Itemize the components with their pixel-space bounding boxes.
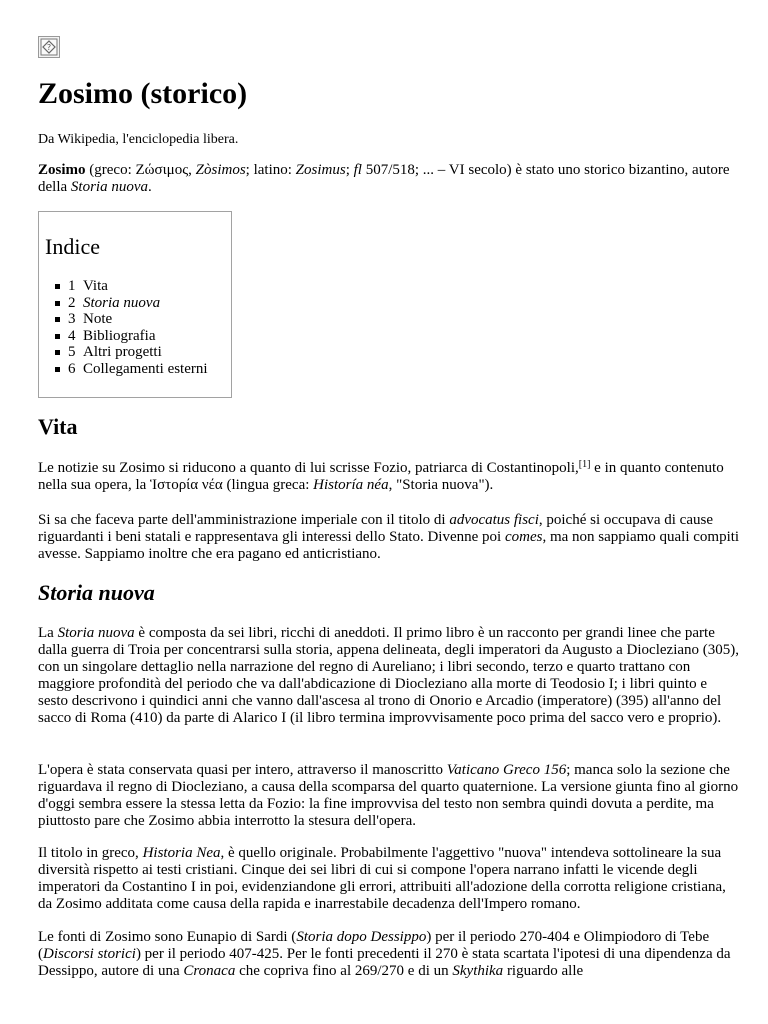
site-tagline: Da Wikipedia, l'enciclopedia libera.	[38, 132, 239, 147]
toc-item-vita[interactable]: 1 Vita	[68, 278, 208, 295]
vita-paragraph-2: Si sa che faceva parte dell'amministrazione imperiale con il titolo di advocatus fisci, poiché si occupava di cause riguardanti i beni statali e rappresentava gli interessi dello Stato. Divenne poi comes, ma non sappiamo quali compiti avesse. Sappiamo inoltre che era pagano ed anticristiano.	[38, 512, 740, 562]
subject-name: Zosimo	[38, 162, 86, 178]
table-of-contents	[38, 211, 232, 398]
floruit-abbr[interactable]: fl	[353, 162, 362, 178]
reference-1[interactable]: [1]	[578, 459, 591, 470]
section-heading-storia-nuova: Storia nuova	[38, 580, 155, 605]
lead-paragraph: Zosimo (greco: Ζώσιμος, Zòsimos; latino: Zosimus; fl 507/518; ... – VI secolo) è stato uno storico bizantino, autore della Storia nuova.	[38, 162, 730, 195]
toc-item-collegamenti-esterni[interactable]: 6 Collegamenti esterni	[68, 360, 208, 377]
wikipedia-logo-icon[interactable]	[38, 36, 60, 58]
toc-item-storia-nuova[interactable]: 2 Storia nuova	[68, 295, 208, 312]
greek-name[interactable]: Ζώσιμος	[135, 162, 189, 178]
page-title: Zosimo (storico)	[38, 77, 248, 110]
storia-paragraph-3: Il titolo in greco, Historia Nea, è quello originale. Probabilmente l'aggettivo "nuova" intendeva sottolineare la sua diversità rispetto ai testi cristiani. Cinque dei sei libri di cui si compone l'opera narrano infatti le vicende degli imperatori da Costantino I in poi, evidenziandone gli errori, attribuiti all'adozione della corrotta religione cristiana, da Zosimo additata come causa della rapida e inarrestabile decadenza dell'Impero romano.	[38, 845, 726, 912]
toc-item-note[interactable]: 3 Note	[68, 311, 208, 328]
toc-item-altri-progetti[interactable]: 5 Altri progetti	[68, 344, 208, 361]
vita-paragraph-1: Le notizie su Zosimo si riducono a quanto di lui scrisse Fozio, patriarca di Costantinopoli,[1] e in quanto contenuto nella sua opera, la Ἱστορία νέα (lingua greca: Historía néa, "Storia nuova").	[38, 459, 724, 493]
toc-list	[68, 278, 208, 377]
svg-text:?: ?	[46, 43, 52, 52]
greek-transliteration: Zòsimos	[195, 162, 246, 178]
work-title[interactable]: Storia nuova	[70, 179, 148, 195]
section-heading-vita: Vita	[38, 414, 78, 439]
storia-paragraph-2: L'opera è stata conservata quasi per intero, attraverso il manoscritto Vaticano Greco 156; manca solo la sezione che riguardava il regno di Diocleziano, a causa della scomparsa del quarto quaternione. La versione giunta fino al giorno d'oggi sembra essere la stessa letta da Fozio: la fine improvvisa del testo non sembra quindi dovuta a perdite, ma piuttosto pare che Zosimo abbia interrotto la stesura dell'opera.	[38, 762, 739, 829]
latin-name: Zosimus	[295, 162, 346, 178]
storia-paragraph-4: Le fonti di Zosimo sono Eunapio di Sardi (Storia dopo Dessippo) per il periodo 270-404 e Olimpiodoro di Tebe (Discorsi storici) per il periodo 407-425. Per le fonti precedenti il 270 è stata scartata l'ipotesi di una dipendenza da Dessippo, autore di una Cronaca che copriva fino al 269/270 e di un Skythika riguardo alle	[38, 929, 731, 979]
toc-title: Indice	[45, 234, 100, 259]
toc-item-bibliografia[interactable]: 4 Bibliografia	[68, 328, 208, 345]
storia-paragraph-1: La Storia nuova è composta da sei libri, ricchi di aneddoti. Il primo libro è un racconto per grandi linee che parte dalla guerra di Troia per concentrarsi sulla storia, appena delineata, degli imperatori da Augusto a Diocleziano (305), con un singolare dettaglio nella narrazione del regno di Aureliano; i libri secondo, terzo e quarto trattano con maggiore profondità del periodo che va dall'abdicazione di Diocleziano alla morte di Teodosio I; i libri quinto e sesto descrivono i quindici anni che vanno dall'ascesa al trono di Onorio e Arcadio (imperatore) (395) all'anno del sacco di Roma (410) da parte di Alarico I (il libro termina improvvisamente poco prima del sacco vero e proprio).	[38, 625, 740, 726]
